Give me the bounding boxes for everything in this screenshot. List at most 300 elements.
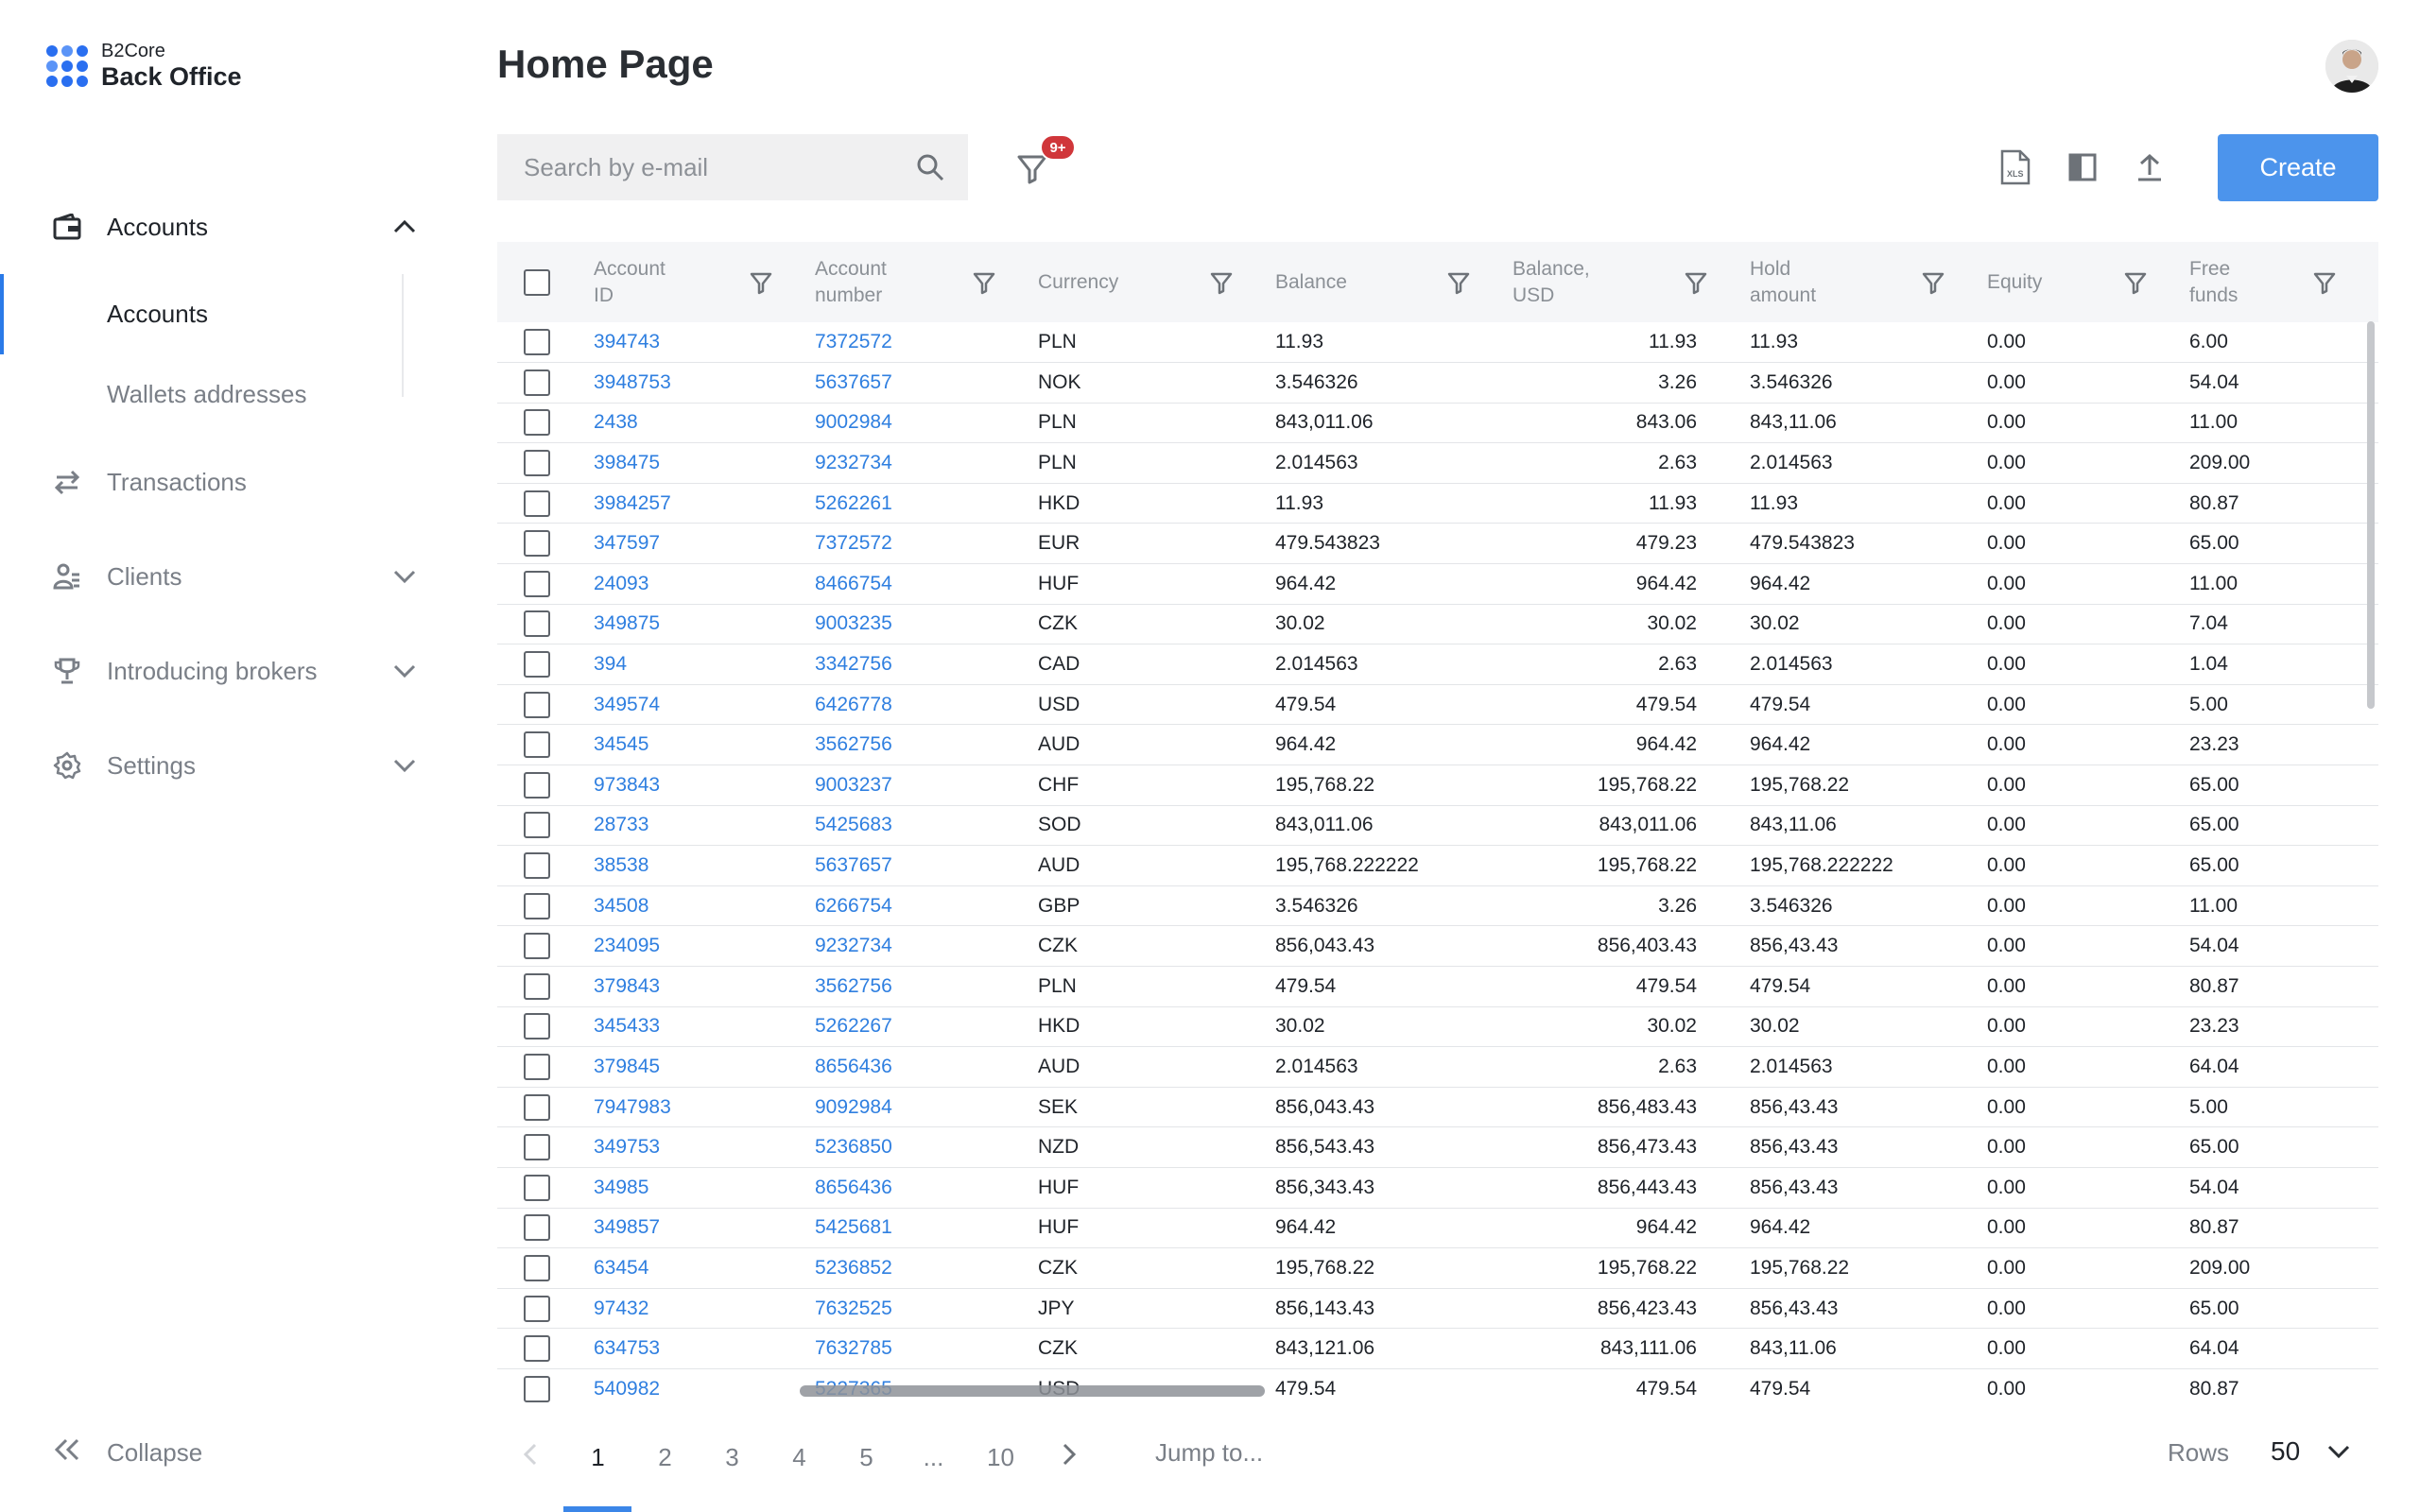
row-select-cell xyxy=(497,322,594,363)
table-row[interactable] xyxy=(497,1006,2378,1047)
cell-balance: 964.42 xyxy=(1275,564,1512,605)
table-row[interactable] xyxy=(497,1087,2378,1127)
cell-equity: 0.00 xyxy=(1987,1248,2189,1289)
select-all-checkbox[interactable] xyxy=(524,269,550,296)
cell-account-number[interactable]: 5262267 xyxy=(815,1006,1038,1047)
cell-balance-usd: 30.02 xyxy=(1512,1006,1750,1047)
page-button[interactable]: 5 xyxy=(859,1442,873,1471)
cell-account-id[interactable]: 38538 xyxy=(594,846,815,886)
table-row[interactable] xyxy=(497,483,2378,524)
cell-currency: HUF xyxy=(1038,564,1275,605)
cell-account-number[interactable]: 7372572 xyxy=(815,524,1038,564)
row-checkbox[interactable] xyxy=(524,329,550,355)
sidebar-item-transactions[interactable] xyxy=(0,435,454,529)
cell-hold-amount: 843,11.06 xyxy=(1750,403,1987,443)
cell-account-number[interactable]: 5637657 xyxy=(815,846,1038,886)
page-button[interactable]: 10 xyxy=(987,1442,1014,1471)
column-header-label: Account number xyxy=(815,257,887,306)
cell-free-funds: 65.00 xyxy=(2189,1288,2378,1329)
cell-balance-usd: 11.93 xyxy=(1512,322,1750,363)
cell-balance-usd: 843,011.06 xyxy=(1512,805,1750,846)
current-page-indicator xyxy=(563,1506,631,1512)
column-header-label: Equity xyxy=(1987,270,2043,293)
table-row[interactable] xyxy=(497,1329,2378,1369)
cell-hold-amount: 30.02 xyxy=(1750,1006,1987,1047)
table-row[interactable] xyxy=(497,1248,2378,1289)
rows-per-page-select[interactable]: 50 xyxy=(2271,1436,2301,1466)
cell-account-id[interactable]: 63454 xyxy=(594,1248,815,1289)
row-select-cell xyxy=(497,1288,594,1329)
cell-free-funds: 80.87 xyxy=(2189,967,2378,1007)
trophy-icon xyxy=(52,656,82,686)
column-header-free-funds[interactable] xyxy=(2189,242,2378,322)
double-chevron-left-icon xyxy=(52,1436,82,1469)
sidebar-item-accounts[interactable] xyxy=(0,180,454,274)
cell-currency: USD xyxy=(1038,684,1275,725)
row-select-cell xyxy=(497,1006,594,1047)
row-checkbox[interactable] xyxy=(524,530,550,557)
cell-account-number[interactable]: 5262261 xyxy=(815,483,1038,524)
cell-account-number[interactable]: 3562756 xyxy=(815,725,1038,765)
cell-account-number[interactable]: 9232734 xyxy=(815,926,1038,967)
row-select-cell xyxy=(497,604,594,644)
row-checkbox[interactable] xyxy=(524,1335,550,1362)
cell-currency: EUR xyxy=(1038,524,1275,564)
cell-balance: 964.42 xyxy=(1275,1208,1512,1248)
row-checkbox[interactable] xyxy=(524,1175,550,1201)
logo-big-text: Back Office xyxy=(101,62,242,91)
table-row[interactable] xyxy=(497,403,2378,443)
page-button[interactable]: 2 xyxy=(658,1442,672,1471)
cell-balance-usd: 856,403.43 xyxy=(1512,926,1750,967)
user-avatar-icon xyxy=(2325,40,2378,93)
cell-account-number[interactable]: 8466754 xyxy=(815,564,1038,605)
upload-icon xyxy=(2135,152,2165,182)
table-row[interactable] xyxy=(497,765,2378,806)
cell-hold-amount: 479.54 xyxy=(1750,1368,1987,1407)
cell-account-id[interactable]: 349753 xyxy=(594,1127,815,1168)
sidebar-item-label: Clients xyxy=(107,561,182,591)
cell-balance-usd: 856,483.43 xyxy=(1512,1087,1750,1127)
cell-account-number[interactable]: 5425681 xyxy=(815,1208,1038,1248)
column-header-account-number[interactable] xyxy=(815,242,1038,322)
cell-balance-usd: 964.42 xyxy=(1512,725,1750,765)
cell-equity: 0.00 xyxy=(1987,1006,2189,1047)
row-checkbox[interactable] xyxy=(524,610,550,637)
row-checkbox[interactable] xyxy=(524,1214,550,1241)
table-row[interactable] xyxy=(497,967,2378,1007)
row-checkbox[interactable] xyxy=(524,1296,550,1322)
row-checkbox[interactable] xyxy=(524,571,550,597)
row-select-cell xyxy=(497,363,594,404)
column-header-currency[interactable] xyxy=(1038,242,1275,322)
cell-free-funds: 65.00 xyxy=(2189,805,2378,846)
row-select-cell xyxy=(497,885,594,926)
row-checkbox[interactable] xyxy=(524,1094,550,1121)
row-checkbox[interactable] xyxy=(524,893,550,919)
cell-account-id[interactable]: 973843 xyxy=(594,765,815,806)
cell-account-number[interactable]: 7632525 xyxy=(815,1288,1038,1329)
cell-account-number[interactable]: 6426778 xyxy=(815,684,1038,725)
row-select-cell xyxy=(497,1167,594,1208)
cell-account-id[interactable]: 379845 xyxy=(594,1047,815,1088)
sidebar-item-label: Accounts xyxy=(107,212,208,241)
cell-account-number[interactable]: 5236852 xyxy=(815,1248,1038,1289)
prev-page-button[interactable] xyxy=(497,1441,564,1474)
cell-account-number[interactable]: 8656436 xyxy=(815,1167,1038,1208)
cell-free-funds: 65.00 xyxy=(2189,1127,2378,1168)
cell-hold-amount: 195,768.22 xyxy=(1750,1248,1987,1289)
rows-label: Rows xyxy=(2168,1438,2230,1467)
search-icon[interactable] xyxy=(915,152,945,182)
column-header-balance[interactable] xyxy=(1275,242,1512,322)
cell-currency: AUD xyxy=(1038,725,1275,765)
sidebar-item-introducing-brokers[interactable] xyxy=(0,624,454,718)
cell-balance: 2.014563 xyxy=(1275,443,1512,484)
cell-account-id[interactable]: 379843 xyxy=(594,967,815,1007)
cell-balance-usd: 2.63 xyxy=(1512,1047,1750,1088)
page-button[interactable]: 4 xyxy=(792,1442,806,1471)
cell-hold-amount: 2.014563 xyxy=(1750,1047,1987,1088)
row-checkbox[interactable] xyxy=(524,731,550,758)
cell-balance: 3.546326 xyxy=(1275,363,1512,404)
cell-hold-amount: 856,43.43 xyxy=(1750,1167,1987,1208)
cell-account-id[interactable]: 349857 xyxy=(594,1208,815,1248)
column-header-account-id[interactable] xyxy=(594,242,815,322)
cell-balance-usd: 856,443.43 xyxy=(1512,1167,1750,1208)
cell-free-funds: 65.00 xyxy=(2189,765,2378,806)
cell-account-number[interactable]: 9092984 xyxy=(815,1087,1038,1127)
cell-hold-amount: 2.014563 xyxy=(1750,443,1987,484)
table-header-row xyxy=(497,242,2378,322)
cell-account-number[interactable]: 9002984 xyxy=(815,403,1038,443)
row-checkbox[interactable] xyxy=(524,1054,550,1080)
next-page-button[interactable] xyxy=(1034,1441,1101,1474)
row-select-cell xyxy=(497,1087,594,1127)
table-row[interactable] xyxy=(497,322,2378,363)
cell-currency: HUF xyxy=(1038,1167,1275,1208)
columns-icon xyxy=(2067,152,2098,182)
cell-free-funds: 80.87 xyxy=(2189,483,2378,524)
row-select-cell xyxy=(497,1329,594,1369)
table-row[interactable] xyxy=(497,1208,2378,1248)
cell-equity: 0.00 xyxy=(1987,403,2189,443)
sidebar-item-settings[interactable] xyxy=(0,718,454,813)
cell-free-funds: 209.00 xyxy=(2189,1248,2378,1289)
cell-currency: AUD xyxy=(1038,846,1275,886)
column-filter-icon[interactable] xyxy=(747,268,775,297)
cell-account-id[interactable]: 634753 xyxy=(594,1329,815,1369)
cell-account-id[interactable]: 349574 xyxy=(594,684,815,725)
cell-account-number[interactable]: 7372572 xyxy=(815,322,1038,363)
cell-account-number[interactable]: 8656436 xyxy=(815,1047,1038,1088)
logo[interactable] xyxy=(46,42,242,90)
row-select-cell xyxy=(497,926,594,967)
cell-free-funds: 65.00 xyxy=(2189,846,2378,886)
sidebar-subitem-label: Wallets addresses xyxy=(107,380,307,408)
cell-equity: 0.00 xyxy=(1987,644,2189,685)
cell-currency: HKD xyxy=(1038,483,1275,524)
export-xls-button[interactable] xyxy=(1996,148,2034,186)
cell-balance: 843,011.06 xyxy=(1275,403,1512,443)
cell-free-funds: 5.00 xyxy=(2189,1087,2378,1127)
cell-account-number[interactable]: 6266754 xyxy=(815,885,1038,926)
jump-to-input[interactable]: Jump to... xyxy=(1155,1438,1264,1467)
cell-account-number[interactable]: 7632785 xyxy=(815,1329,1038,1369)
cell-balance: 856,543.43 xyxy=(1275,1127,1512,1168)
cell-account-number[interactable]: 5637657 xyxy=(815,363,1038,404)
table-row[interactable] xyxy=(497,564,2378,605)
cell-equity: 0.00 xyxy=(1987,684,2189,725)
column-filter-icon[interactable] xyxy=(1207,268,1236,297)
table-row[interactable] xyxy=(497,725,2378,765)
sidebar-subitem-accounts[interactable] xyxy=(0,274,454,354)
row-checkbox[interactable] xyxy=(524,1255,550,1281)
wallet-icon xyxy=(52,212,82,242)
cell-hold-amount: 856,43.43 xyxy=(1750,1288,1987,1329)
cell-account-id[interactable]: 3984257 xyxy=(594,483,815,524)
cell-account-id[interactable]: 345433 xyxy=(594,1006,815,1047)
table-row[interactable] xyxy=(497,1127,2378,1168)
cell-currency: PLN xyxy=(1038,443,1275,484)
cell-account-id[interactable]: 7947983 xyxy=(594,1087,815,1127)
collapse-button[interactable] xyxy=(52,1436,202,1469)
cell-free-funds: 64.04 xyxy=(2189,1047,2378,1088)
cell-equity: 0.00 xyxy=(1987,765,2189,806)
cell-currency: HKD xyxy=(1038,1006,1275,1047)
column-filter-icon[interactable] xyxy=(2121,268,2150,297)
cell-account-id[interactable]: 2438 xyxy=(594,403,815,443)
table-row[interactable] xyxy=(497,885,2378,926)
row-select-cell xyxy=(497,1047,594,1088)
vertical-scrollbar[interactable] xyxy=(2367,321,2375,709)
column-header-equity[interactable] xyxy=(1987,242,2189,322)
cell-balance: 856,343.43 xyxy=(1275,1167,1512,1208)
cell-free-funds: 11.00 xyxy=(2189,564,2378,605)
cell-balance-usd: 30.02 xyxy=(1512,604,1750,644)
pagination xyxy=(497,1436,1101,1478)
cell-currency: CZK xyxy=(1038,1329,1275,1369)
row-select-cell xyxy=(497,524,594,564)
table-row[interactable] xyxy=(497,846,2378,886)
cell-hold-amount: 11.93 xyxy=(1750,322,1987,363)
cell-balance-usd: 479.23 xyxy=(1512,524,1750,564)
cell-balance-usd: 2.63 xyxy=(1512,443,1750,484)
cell-equity: 0.00 xyxy=(1987,443,2189,484)
row-checkbox[interactable] xyxy=(524,973,550,1000)
page-button[interactable]: 1 xyxy=(591,1442,605,1471)
cell-hold-amount: 30.02 xyxy=(1750,604,1987,644)
table-row[interactable] xyxy=(497,644,2378,685)
row-checkbox[interactable] xyxy=(524,852,550,879)
sidebar-nav xyxy=(0,180,454,813)
cell-hold-amount: 2.014563 xyxy=(1750,644,1987,685)
row-checkbox[interactable] xyxy=(524,490,550,517)
table-row[interactable] xyxy=(497,1368,2378,1407)
chevron-down-icon[interactable] xyxy=(389,750,420,781)
column-header-balance-usd[interactable] xyxy=(1512,242,1750,322)
row-checkbox[interactable] xyxy=(524,409,550,436)
table-row[interactable] xyxy=(497,684,2378,725)
cell-balance-usd: 3.26 xyxy=(1512,363,1750,404)
cell-balance: 11.93 xyxy=(1275,322,1512,363)
cell-equity: 0.00 xyxy=(1987,885,2189,926)
table-row[interactable] xyxy=(497,443,2378,484)
cell-account-number[interactable]: 5236850 xyxy=(815,1127,1038,1168)
chevron-right-icon xyxy=(1057,1441,1080,1468)
row-checkbox[interactable] xyxy=(524,933,550,959)
table-row[interactable] xyxy=(497,524,2378,564)
cell-equity: 0.00 xyxy=(1987,967,2189,1007)
cell-account-id[interactable]: 3948753 xyxy=(594,363,815,404)
horizontal-scrollbar[interactable] xyxy=(800,1385,1265,1397)
cell-free-funds: 6.00 xyxy=(2189,322,2378,363)
row-checkbox[interactable] xyxy=(524,772,550,799)
table-row[interactable] xyxy=(497,604,2378,644)
search-input[interactable] xyxy=(524,153,902,182)
cell-equity: 0.00 xyxy=(1987,1127,2189,1168)
cell-equity: 0.00 xyxy=(1987,1167,2189,1208)
cell-account-id[interactable]: 347597 xyxy=(594,524,815,564)
cell-hold-amount: 3.546326 xyxy=(1750,885,1987,926)
cell-account-number[interactable]: 9003235 xyxy=(815,604,1038,644)
sidebar xyxy=(0,0,454,1512)
column-filter-icon[interactable] xyxy=(970,268,998,297)
cell-account-id[interactable]: 34508 xyxy=(594,885,815,926)
arrows-exchange-icon xyxy=(52,467,82,497)
avatar[interactable] xyxy=(2325,40,2378,93)
cell-account-id[interactable]: 234095 xyxy=(594,926,815,967)
svg-text:XLS: XLS xyxy=(2007,169,2024,179)
cell-balance-usd: 964.42 xyxy=(1512,1208,1750,1248)
cell-account-id[interactable]: 34985 xyxy=(594,1167,815,1208)
cell-free-funds: 80.87 xyxy=(2189,1208,2378,1248)
column-filter-icon[interactable] xyxy=(2310,268,2339,297)
cell-account-id[interactable]: 24093 xyxy=(594,564,815,605)
upload-button[interactable] xyxy=(2131,148,2169,186)
column-header-hold-amount[interactable] xyxy=(1750,242,1987,322)
cell-balance: 856,143.43 xyxy=(1275,1288,1512,1329)
cell-account-id[interactable]: 97432 xyxy=(594,1288,815,1329)
cell-hold-amount: 843,11.06 xyxy=(1750,1329,1987,1369)
cell-currency: NZD xyxy=(1038,1127,1275,1168)
cell-account-number[interactable]: 3342756 xyxy=(815,644,1038,685)
sidebar-item-label: Settings xyxy=(107,750,196,780)
cell-account-id[interactable]: 34545 xyxy=(594,725,815,765)
cell-currency: AUD xyxy=(1038,1047,1275,1088)
cell-hold-amount: 856,43.43 xyxy=(1750,926,1987,967)
cell-account-id[interactable]: 394743 xyxy=(594,322,815,363)
cell-account-number[interactable]: 5425683 xyxy=(815,805,1038,846)
row-checkbox[interactable] xyxy=(524,369,550,396)
column-header-label: Balance, USD xyxy=(1512,257,1590,306)
cell-currency: JPY xyxy=(1038,1288,1275,1329)
cell-hold-amount: 964.42 xyxy=(1750,564,1987,605)
row-checkbox[interactable] xyxy=(524,450,550,476)
page-ellipsis: ... xyxy=(923,1442,944,1471)
cell-free-funds: 80.87 xyxy=(2189,1368,2378,1407)
cell-free-funds: 11.00 xyxy=(2189,885,2378,926)
cell-equity: 0.00 xyxy=(1987,322,2189,363)
cell-account-id[interactable]: 540982 xyxy=(594,1368,815,1407)
row-select-cell xyxy=(497,684,594,725)
cell-account-number[interactable]: 9003237 xyxy=(815,765,1038,806)
table-row[interactable] xyxy=(497,805,2378,846)
row-checkbox[interactable] xyxy=(524,812,550,838)
cell-balance: 479.54 xyxy=(1275,1368,1512,1407)
cell-currency: PLN xyxy=(1038,322,1275,363)
xls-file-icon xyxy=(1999,149,2031,185)
chevron-up-icon[interactable] xyxy=(389,212,420,242)
cell-equity: 0.00 xyxy=(1987,846,2189,886)
cell-account-id[interactable]: 394 xyxy=(594,644,815,685)
chevron-down-icon[interactable] xyxy=(2324,1436,2354,1467)
row-checkbox[interactable] xyxy=(524,692,550,718)
cell-equity: 0.00 xyxy=(1987,604,2189,644)
column-filter-icon[interactable] xyxy=(1444,268,1473,297)
create-button[interactable]: Create xyxy=(2218,134,2378,201)
cell-currency: CZK xyxy=(1038,926,1275,967)
table-row[interactable] xyxy=(497,363,2378,404)
cell-balance-usd: 195,768.22 xyxy=(1512,1248,1750,1289)
sidebar-item-clients[interactable] xyxy=(0,529,454,624)
cell-free-funds: 23.23 xyxy=(2189,1006,2378,1047)
cell-balance-usd: 964.42 xyxy=(1512,564,1750,605)
cell-balance: 856,043.43 xyxy=(1275,926,1512,967)
cell-account-id[interactable]: 28733 xyxy=(594,805,815,846)
chevron-down-icon[interactable] xyxy=(389,656,420,686)
cell-free-funds: 64.04 xyxy=(2189,1329,2378,1369)
cell-equity: 0.00 xyxy=(1987,483,2189,524)
table-row[interactable] xyxy=(497,1047,2378,1088)
cell-hold-amount: 195,768.22 xyxy=(1750,765,1987,806)
page-title: Home Page xyxy=(497,42,714,86)
columns-button[interactable] xyxy=(2064,148,2101,186)
cell-account-id[interactable]: 398475 xyxy=(594,443,815,484)
row-checkbox[interactable] xyxy=(524,1013,550,1040)
cell-account-number[interactable]: 3562756 xyxy=(815,967,1038,1007)
cell-balance: 479.54 xyxy=(1275,967,1512,1007)
row-checkbox[interactable] xyxy=(524,1376,550,1402)
column-filter-icon[interactable] xyxy=(1682,268,1710,297)
cell-balance: 843,011.06 xyxy=(1275,805,1512,846)
cell-free-funds: 11.00 xyxy=(2189,403,2378,443)
cell-equity: 0.00 xyxy=(1987,1087,2189,1127)
table-row[interactable] xyxy=(497,926,2378,967)
column-filter-icon[interactable] xyxy=(1919,268,1947,297)
row-select-cell xyxy=(497,846,594,886)
cell-free-funds: 54.04 xyxy=(2189,926,2378,967)
cell-account-id[interactable]: 349875 xyxy=(594,604,815,644)
cell-account-number[interactable]: 9232734 xyxy=(815,443,1038,484)
row-checkbox[interactable] xyxy=(524,1134,550,1160)
cell-currency: CZK xyxy=(1038,604,1275,644)
row-select-cell xyxy=(497,805,594,846)
table-row[interactable] xyxy=(497,1167,2378,1208)
chevron-down-icon[interactable] xyxy=(389,561,420,592)
page-button[interactable]: 3 xyxy=(725,1442,739,1471)
row-select-cell xyxy=(497,483,594,524)
sidebar-subitem-wallets-addresses[interactable] xyxy=(0,354,454,435)
column-header-label: Free funds xyxy=(2189,257,2238,306)
cell-currency: CAD xyxy=(1038,644,1275,685)
column-header-label: Hold amount xyxy=(1750,257,1817,306)
search-box xyxy=(497,134,968,200)
row-select-cell xyxy=(497,644,594,685)
table-row[interactable] xyxy=(497,1288,2378,1329)
cell-equity: 0.00 xyxy=(1987,725,2189,765)
row-checkbox[interactable] xyxy=(524,651,550,678)
